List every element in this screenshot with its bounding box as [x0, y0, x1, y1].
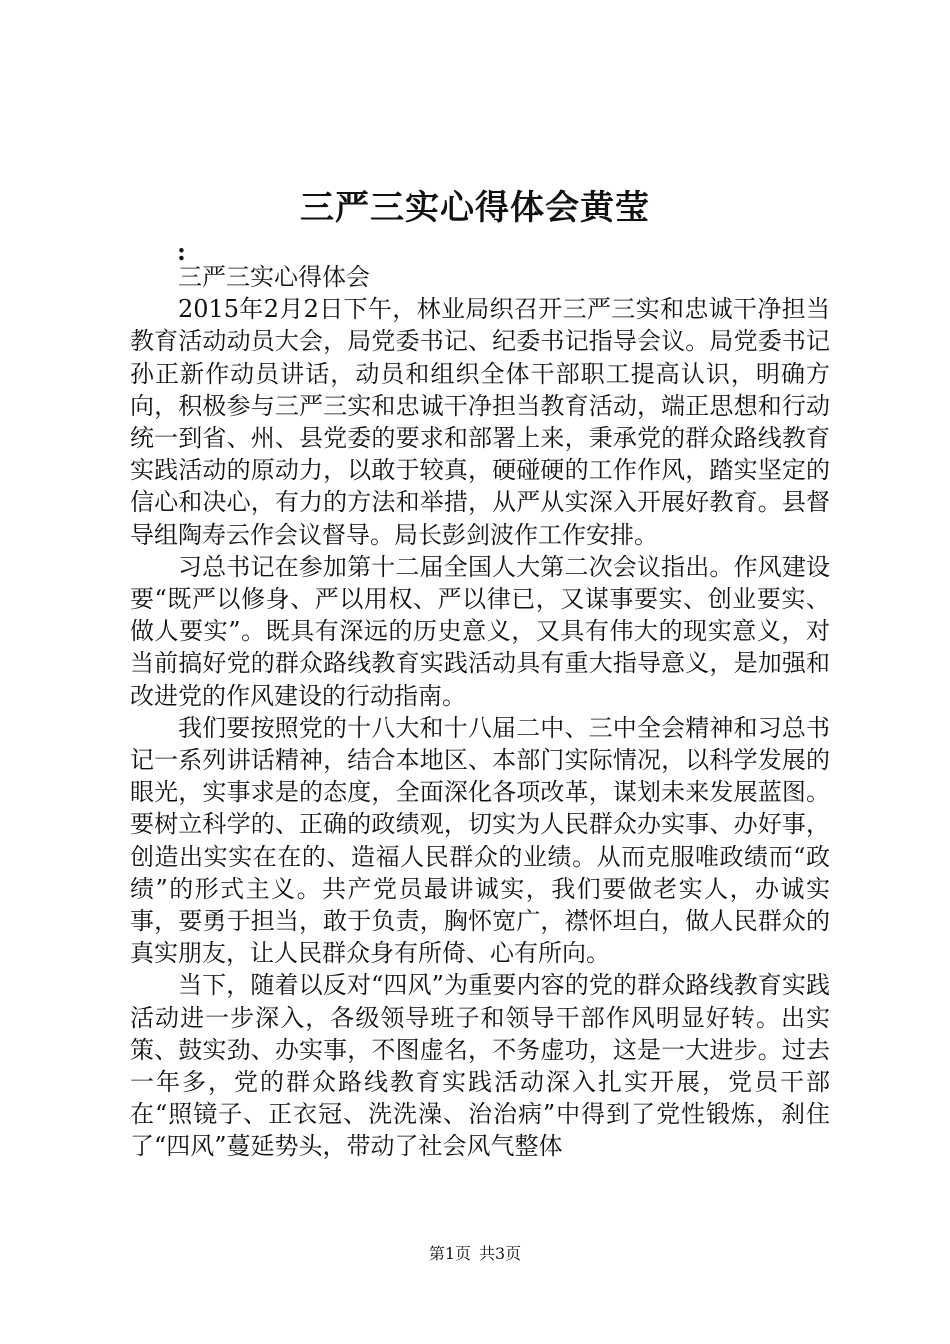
colon-mark: :: [177, 237, 186, 266]
page-footer: [0, 1243, 950, 1265]
page-total: 共3页: [479, 1244, 522, 1263]
paragraph: 我们要按照党的十八大和十八届二中、三中全会精神和习总书记一系列讲话精神，结合本地区、本部门实际情况，以科学发展的眼光，实事求是的态度，全面深化各项改革，谋划未来发展蓝图。要树立科学的、正确的政绩观，切实为人民群众办实事、办好事，创造出实实在在的、造福人民群众的业绩。从而克服唯政绩而“政绩”的形式主义。共产党员最讲诚实，我们要做老实人，办诚实事，要勇于担当，敢于负责，胸怀宽广，襟怀坦白，做人民群众的真实朋友，让人民群众身有所倚、心有所向。: [130, 713, 830, 968]
subheading: 三严三实心得体会: [178, 263, 370, 291]
document-body: [130, 261, 830, 1163]
paragraph: 当下，随着以反对“四风”为重要内容的党的群众路线教育实践活动进一步深入，各级领导班子和领导干部作风明显好转。出实策、鼓实劲、办实事，不图虚名，不务虚功，这是一大进步。过去一年多，党的群众路线教育实践活动深入扎实开展，党员干部在“照镜子、正衣冠、洗洗澡、治治病”中得到了党性锻炼，刹住了“四风”蔓延势头，带动了社会风气整体: [130, 971, 830, 1161]
page-number: 第1页: [428, 1244, 471, 1263]
paragraph: 习总书记在参加第十二届全国人大第二次会议指出。作风建设要“既严以修身、严以用权、严以律已，又谋事要实、创业要实、做人要实”。既具有深远的历史意义，又具有伟大的现实意义，对当前搞好党的群众路线教育实践活动具有重大指导意义，是加强和改进党的作风建设的行动指南。: [130, 552, 830, 710]
paragraph: 2015年2月2日下午，林业局织召开三严三实和忠诚干净担当教育活动动员大会，局党委书记、纪委书记指导会议。局党委书记孙正新作动员讲话，动员和组织全体干部职工提高认识，明确方向，积极参与三严三实和忠诚干净担当教育活动，端正思想和行动统一到省、州、县党委的要求和部署上来，秉承党的群众路线教育实践活动的原动力，以敢于较真，硬碰硬的工作作风，踏实坚定的信心和决心，有力的方法和举措，从严从实深入开展好教育。县督导组陶寿云作会议督导。局长彭剑波作工作安排。: [130, 295, 830, 549]
document-title: 三严三实心得体会黄莹: [300, 188, 650, 228]
